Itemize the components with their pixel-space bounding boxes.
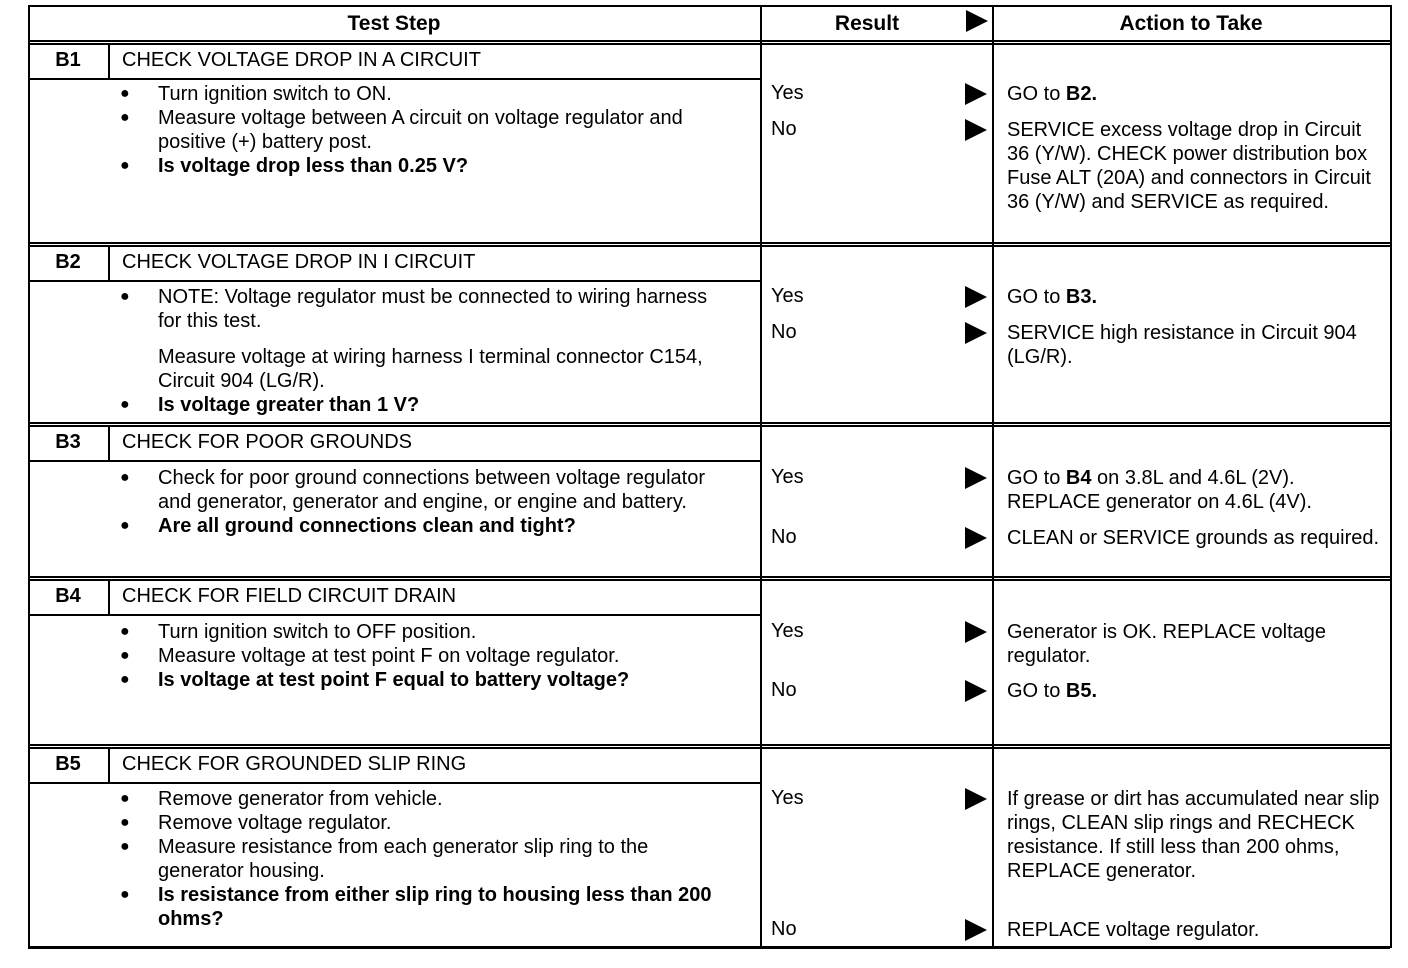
step-code: B3 [55,431,81,453]
action-text-part: GO to [1007,83,1066,105]
arrow-right-icon [965,680,987,702]
rule-line [28,460,760,462]
result-yes: Yes [771,285,804,307]
rule-line [28,40,1390,42]
action-text [1007,526,1389,550]
rule-line [760,5,762,948]
rule-line [28,946,1390,949]
action-text [1007,787,1389,883]
result-no: No [771,918,797,940]
rule-line [28,245,1390,247]
step-code: B2 [55,251,81,273]
step-question: ● Is resistance from either slip ring to housing less than 200 ohms? [120,883,730,931]
step-list [120,466,730,538]
rule-line [108,44,110,78]
rule-line [28,5,30,948]
arrow-right-icon [965,286,987,308]
arrow-right-icon [965,527,987,549]
action-text-part: Generator is OK. REPLACE voltage regulator. [1007,621,1327,667]
result-no: No [771,526,797,548]
arrow-right-icon [965,83,987,105]
step-title: CHECK FOR FIELD CIRCUIT DRAIN [122,585,457,607]
arrow-right-icon [965,788,987,810]
rule-line [992,5,994,948]
result-no: No [771,679,797,701]
step-item: ● Measure resistance from each generator slip ring to the generator housing. [120,835,730,883]
step-item: ● Measure voltage between A circuit on voltage regulator and positive (+) battery post. [120,106,730,154]
step-question: ● Is voltage at test point F equal to battery voltage? [120,668,730,692]
arrow-right-icon [965,919,987,941]
rule-line [28,576,1390,578]
rule-line [28,614,760,616]
rule-line [1390,5,1392,948]
arrow-right-icon [965,621,987,643]
header-test-step: Test Step [347,12,441,35]
rule-line [28,782,760,784]
result-yes: Yes [771,787,804,809]
step-code: B5 [55,753,81,775]
action-text [1007,285,1389,309]
step-title: CHECK FOR POOR GROUNDS [122,431,413,453]
action-text-part: REPLACE voltage regulator. [1007,919,1260,941]
step-question: ● Is voltage drop less than 0.25 V? [120,154,730,178]
action-text-part: GO to [1007,680,1066,702]
step-item: ● Turn ignition switch to ON. [120,82,730,106]
rule-line [28,425,1390,427]
rule-line [28,422,1390,424]
step-list [120,620,730,692]
step-list [120,787,730,931]
step-list [120,82,730,178]
header-arrow-icon [966,10,988,32]
step-code: B4 [55,585,81,607]
action-text-part: If grease or dirt has accumulated near slip rings, CLEAN slip rings and RECHECK resistance. If still less than 200 ohms, REPLACE generator. [1007,788,1380,882]
action-text [1007,82,1389,106]
rule-line [28,43,1390,45]
action-step-ref: B5. [1065,680,1098,702]
action-text-part: SERVICE high resistance in Circuit 904 (LG/R). [1007,322,1357,368]
rule-line [28,747,1390,749]
rule-line [28,78,760,80]
arrow-right-icon [965,322,987,344]
arrow-right-icon [965,467,987,489]
step-item: Measure voltage at wiring harness I terminal connector C154, Circuit 904 (LG/R). [158,346,703,392]
action-step-ref: B3. [1065,286,1098,308]
step-item: ● Check for poor ground connections between voltage regulator and generator, generator and engine, or engine and battery. [120,466,730,514]
step-item: ● NOTE: Voltage regulator must be connected to wiring harness for this test. [120,285,730,333]
action-text-part: SERVICE excess voltage drop in Circuit 36 (Y/W). CHECK power distribution box Fuse ALT (20A) and connectors in Circuit 36 (Y/W) and SERVICE as required. [1007,119,1371,213]
action-text-part: GO to [1007,467,1066,489]
step-item: ● Turn ignition switch to OFF position. [120,620,730,644]
rule-line [28,5,1390,7]
rule-line [28,280,760,282]
rule-line [28,579,1390,581]
header-action: Action to Take [1119,12,1263,35]
step-title: CHECK FOR GROUNDED SLIP RING [122,753,467,775]
rule-line [108,426,110,460]
rule-line [108,580,110,614]
action-text-part: on 3.8L and 4.6L (2V). REPLACE generator on 4.6L (4V). [1007,467,1312,513]
result-yes: Yes [771,466,804,488]
action-text [1007,321,1389,369]
action-text [1007,466,1389,514]
step-code: B1 [55,49,81,71]
step-question: ● Are all ground connections clean and tight? [120,514,730,538]
step-list [120,285,730,417]
action-step-ref: B2. [1065,83,1098,105]
action-text-part: GO to [1007,286,1066,308]
step-title: CHECK VOLTAGE DROP IN A CIRCUIT [122,49,481,71]
action-text [1007,118,1389,214]
result-no: No [771,321,797,343]
rule-line [28,744,1390,746]
step-item: ● Remove generator from vehicle. [120,787,730,811]
action-text [1007,918,1389,942]
arrow-right-icon [965,119,987,141]
result-yes: Yes [771,82,804,104]
rule-line [108,748,110,782]
action-step-ref: B4 [1065,467,1092,489]
step-item: ● Measure voltage at test point F on voltage regulator. [120,644,730,668]
header-result: Result [834,12,900,35]
result-yes: Yes [771,620,804,642]
step-item: ● Remove voltage regulator. [120,811,730,835]
action-text [1007,620,1389,668]
step-title: CHECK VOLTAGE DROP IN I CIRCUIT [122,251,476,273]
action-text-part: CLEAN or SERVICE grounds as required. [1007,527,1380,549]
rule-line [108,246,110,280]
rule-line [28,242,1390,244]
result-no: No [771,118,797,140]
action-text [1007,679,1389,703]
step-question: ● Is voltage greater than 1 V? [120,393,730,417]
